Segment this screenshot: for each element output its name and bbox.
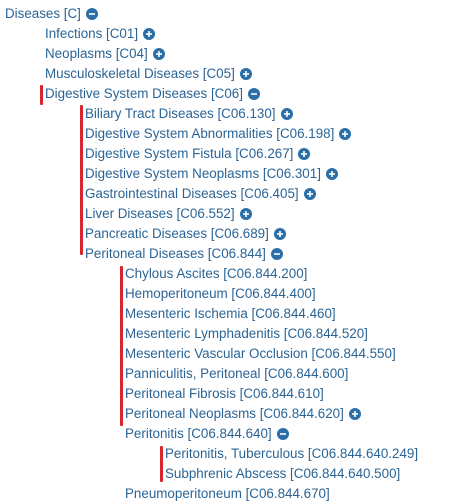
tree-node-label[interactable]: Peritonitis [C06.844.640] <box>125 426 272 441</box>
plus-circle-icon[interactable] <box>143 28 155 40</box>
minus-circle-icon[interactable] <box>248 88 260 100</box>
tree-node-label[interactable]: Digestive System Abnormalities [C06.198] <box>85 126 335 141</box>
tree-node-label[interactable]: Mesenteric Lymphadenitis [C06.844.520] <box>125 326 368 341</box>
plus-circle-icon[interactable] <box>274 228 286 240</box>
tree-node-peritoneal-neoplasms[interactable] <box>125 404 361 424</box>
highlight-bar <box>160 446 163 482</box>
tree-node-musculoskeletal[interactable] <box>45 64 252 84</box>
plus-circle-icon[interactable] <box>240 68 252 80</box>
plus-circle-icon[interactable] <box>281 108 293 120</box>
tree-node-label[interactable]: Hemoperitoneum [C06.844.400] <box>125 286 316 301</box>
tree-node-mesenteric-lymphadenitis[interactable] <box>125 324 368 344</box>
tree-node-chylous-ascites[interactable] <box>125 264 307 284</box>
tree-node-peritonitis[interactable] <box>125 424 289 444</box>
tree-node-pancreatic[interactable] <box>85 224 286 244</box>
tree-node-label[interactable]: Digestive System Neoplasms [C06.301] <box>85 166 321 181</box>
tree-node-biliary-tract[interactable] <box>85 104 293 124</box>
tree-node-label[interactable]: Peritoneal Fibrosis [C06.844.610] <box>125 386 324 401</box>
highlight-bar <box>80 105 83 255</box>
plus-circle-icon[interactable] <box>240 208 252 220</box>
tree-node-label[interactable]: Liver Diseases [C06.552] <box>85 206 235 221</box>
tree-node-digestive-abnormalities[interactable] <box>85 124 351 144</box>
minus-circle-icon[interactable] <box>271 248 283 260</box>
plus-circle-icon[interactable] <box>298 148 310 160</box>
plus-circle-icon[interactable] <box>326 168 338 180</box>
minus-circle-icon[interactable] <box>86 8 98 20</box>
tree-node-subphrenic-abscess[interactable] <box>165 464 400 484</box>
tree-node-label[interactable]: Musculoskeletal Diseases [C05] <box>45 66 235 81</box>
tree-node-peritoneal-diseases[interactable] <box>85 244 283 264</box>
plus-circle-icon[interactable] <box>339 128 351 140</box>
tree-node-neoplasms[interactable] <box>45 44 165 64</box>
tree-node-label[interactable]: Diseases [C] <box>5 6 81 21</box>
tree-node-label[interactable]: Neoplasms [C04] <box>45 46 148 61</box>
tree-node-panniculitis-peritoneal[interactable] <box>125 364 348 384</box>
tree-node-label[interactable]: Gastrointestinal Diseases [C06.405] <box>85 186 299 201</box>
tree-node-label[interactable]: Infections [C01] <box>45 26 139 41</box>
highlight-bar <box>40 85 43 105</box>
tree-node-label[interactable]: Mesenteric Ischemia [C06.844.460] <box>125 306 336 321</box>
plus-circle-icon[interactable] <box>153 48 165 60</box>
highlight-bar <box>120 266 123 426</box>
tree-node-digestive-system-diseases[interactable] <box>45 84 260 104</box>
plus-circle-icon[interactable] <box>349 408 361 420</box>
tree-node-label[interactable]: Mesenteric Vascular Occlusion [C06.844.550] <box>125 346 396 361</box>
tree-node-label[interactable]: Peritonitis, Tuberculous [C06.844.640.249] <box>165 446 419 461</box>
tree-node-label[interactable]: Panniculitis, Peritoneal [C06.844.600] <box>125 366 349 381</box>
minus-circle-icon[interactable] <box>277 428 289 440</box>
tree-node-peritoneal-fibrosis[interactable] <box>125 384 324 404</box>
tree-node-gastrointestinal[interactable] <box>85 184 316 204</box>
tree-node-digestive-neoplasms[interactable] <box>85 164 338 184</box>
tree-node-mesenteric-vascular-occlusion[interactable] <box>125 344 396 364</box>
tree-node-label[interactable]: Digestive System Diseases [C06] <box>45 86 243 101</box>
tree-node-label[interactable]: Pancreatic Diseases [C06.689] <box>85 226 269 241</box>
tree-node-diseases[interactable] <box>5 4 98 24</box>
plus-circle-icon[interactable] <box>304 188 316 200</box>
tree-node-label[interactable]: Subphrenic Abscess [C06.844.640.500] <box>165 466 401 481</box>
tree-node-mesenteric-ischemia[interactable] <box>125 304 336 324</box>
tree-node-pneumoperitoneum[interactable] <box>125 484 330 504</box>
tree-node-label[interactable]: Biliary Tract Diseases [C06.130] <box>85 106 276 121</box>
tree-node-label[interactable]: Peritoneal Neoplasms [C06.844.620] <box>125 406 344 421</box>
tree-node-peritonitis-tuberculous[interactable] <box>165 444 418 464</box>
tree-node-label[interactable]: Peritoneal Diseases [C06.844] <box>85 246 266 261</box>
tree-node-label[interactable]: Pneumoperitoneum [C06.844.670] <box>125 486 330 501</box>
tree-node-label[interactable]: Chylous Ascites [C06.844.200] <box>125 266 308 281</box>
tree-node-infections[interactable] <box>45 24 155 44</box>
tree-node-hemoperitoneum[interactable] <box>125 284 316 304</box>
tree-node-digestive-fistula[interactable] <box>85 144 310 164</box>
tree-node-label[interactable]: Digestive System Fistula [C06.267] <box>85 146 294 161</box>
tree-node-liver-diseases[interactable] <box>85 204 252 224</box>
